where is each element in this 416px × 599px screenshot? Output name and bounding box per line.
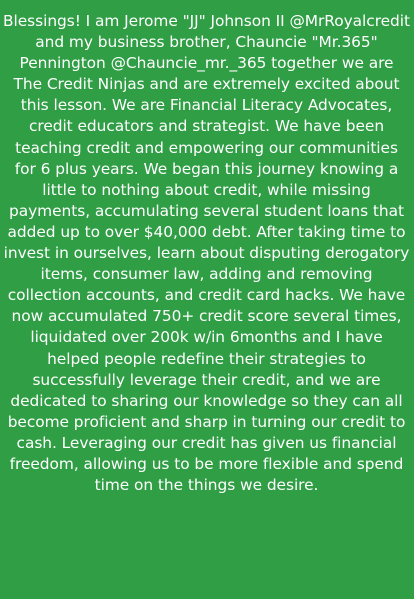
bio-text: Blessings! I am Jerome "JJ" Johnson II @MrRoyalcredit and my business brother, Chauncie "Mr.365" Pennington @Chauncie_mr._365 together we are The Credit Ninjas and are extremely excited about this lesson. We are Financial Literacy Advocates, credit educators and strategist. We have been teaching credit and empowering our communities for 6 plus years. We began this journey knowing a little to nothing about credit, while missing payments, accumulating several student loans that added up to over $40,000 debt. After taking time to invest in ourselves, learn about disputing derogatory items, consumer law, adding and removing collection accounts, and credit card hacks. We have now accumulated 750+ credit score several times, liquidated over 200k w/in 6months and I have helped people redefine their strategies to successfully leverage their credit, and we are dedicated to sharing our knowledge so they can all become proficient and sharp in turning our credit to cash. Leveraging our credit has given us financial freedom, allowing us to be more flexible and spend time on the things we desire. [3, 12, 410, 495]
